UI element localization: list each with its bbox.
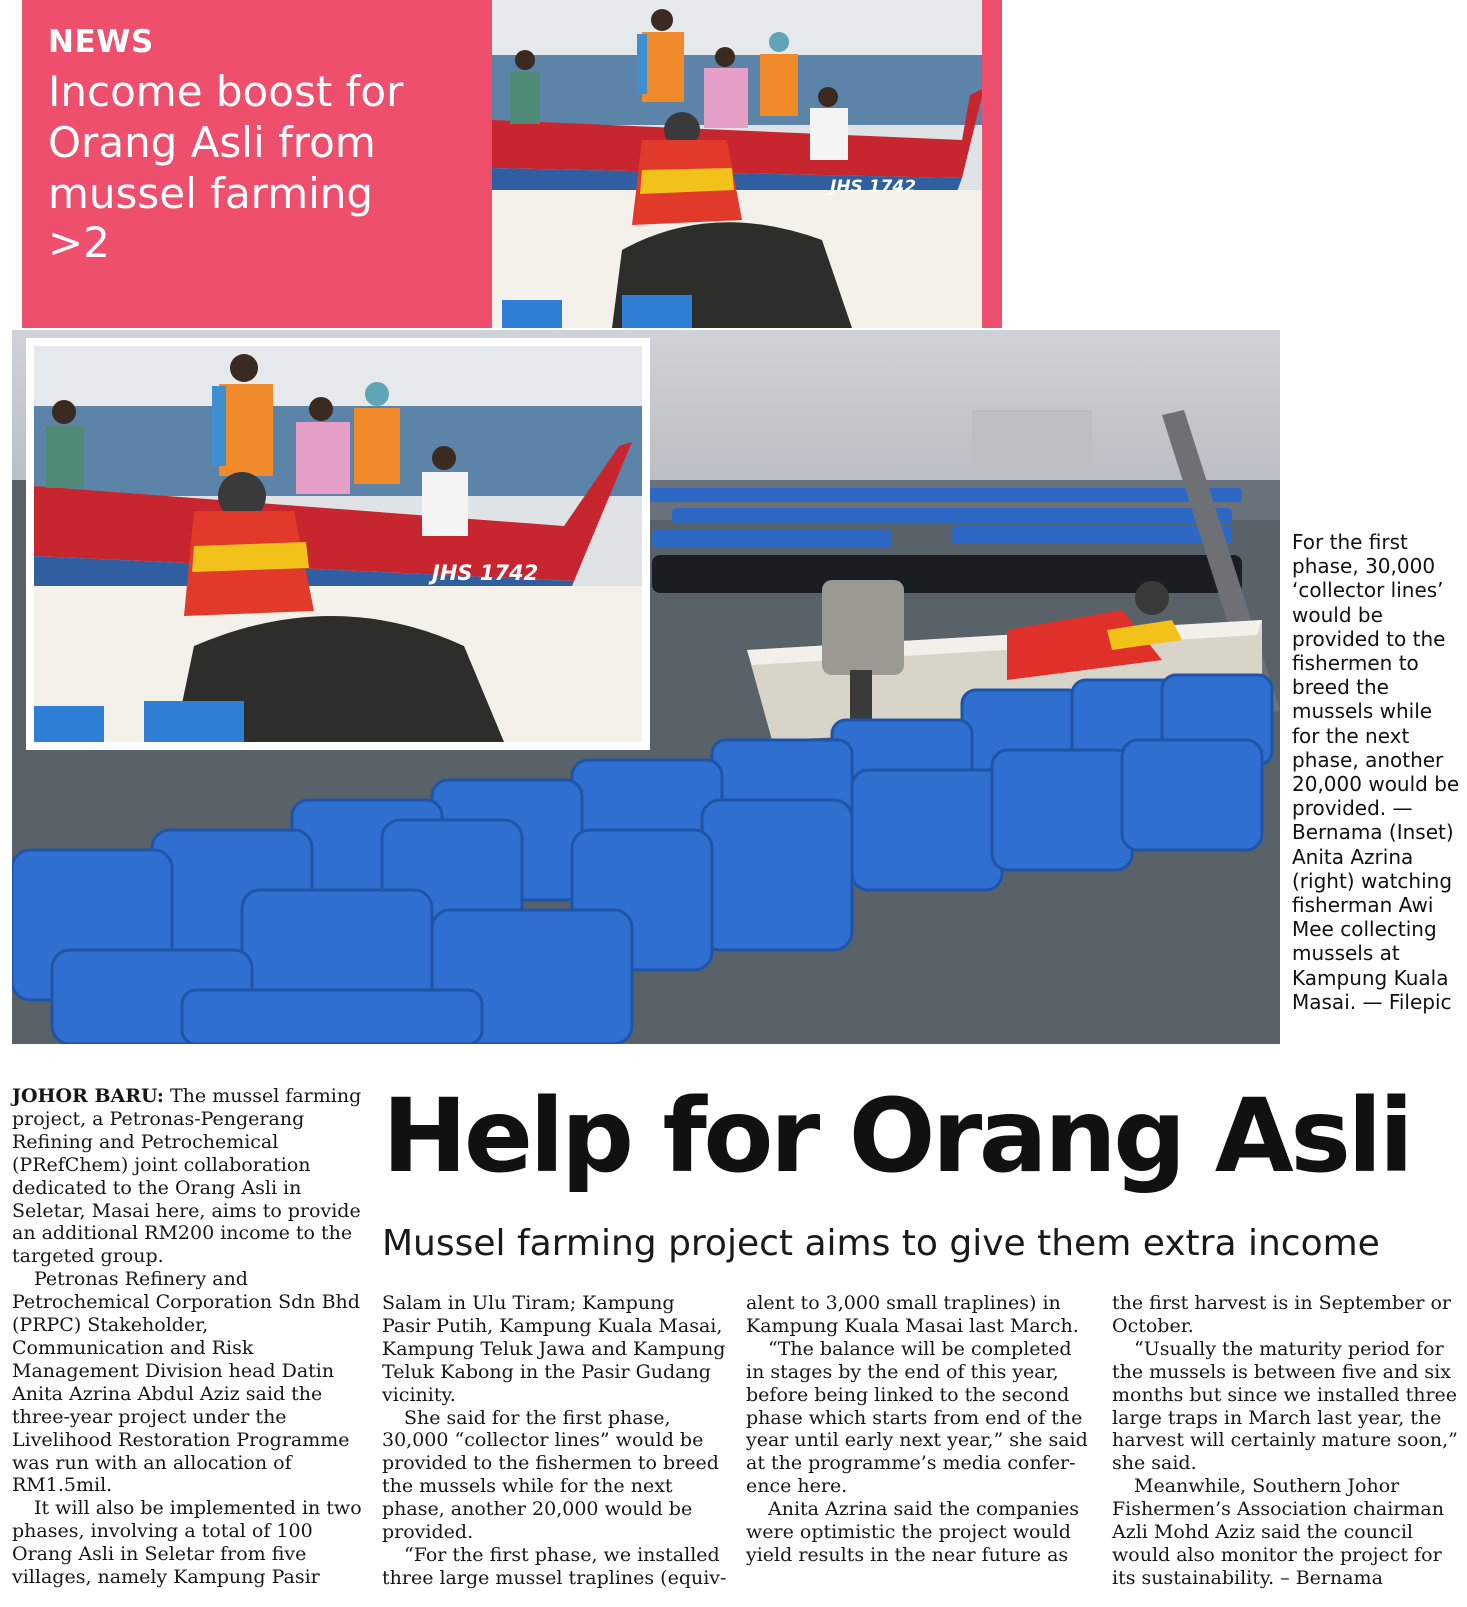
article-column-1 — [12, 1085, 362, 1589]
inset-boat-registration: JHS 1742 — [432, 561, 539, 585]
photo-caption: For the first phase, 30,000 ‘collector lines’ would be provided to the fishermen to breed the mussels while for the next phase, another 20,000 would be provided. — Bernama (Inset) Anita Azrina (right) watching fisherman Awi Mee collecting mussels at Kampung Kuala Masai. — Filepic — [1292, 530, 1460, 1014]
article-column-2 — [382, 1292, 728, 1590]
banner-photo-illustration — [492, 0, 982, 328]
article-paragraph-text: The mussel farming project, a Petronas-Pengerang Refining and Petrochemical (PRefChem) joint collaboration dedicated to the Orang Asli in Seletar, Masai here, aims to provide an additional RM200 income to the targeted group. — [12, 1085, 362, 1268]
article-paragraph: alent to 3,000 small traplines) in Kampung Kuala Masai last March. — [746, 1292, 1079, 1337]
inset-photo-illustration — [34, 346, 642, 742]
article-column-3 — [746, 1292, 1092, 1567]
article-paragraph: Salam in Ulu Tiram; Kampung Pasir Putih, Kampung Kuala Masai, Kampung Teluk Jawa and Kampung Teluk Kabong in the Pasir Gudang vicinity. — [382, 1292, 726, 1406]
article-paragraph: She said for the first phase, 30,000 “collector lines” would be provided to the fishermen to breed the mussels while for the next phase, another 20,000 would be provided. — [382, 1406, 719, 1544]
banner-kicker: NEWS — [48, 24, 154, 60]
article-paragraph: the first harvest is in September or October. — [1112, 1292, 1451, 1337]
inset-photo — [34, 346, 642, 742]
article-paragraph: Meanwhile, Southern Johor Fishermen’s Association chairman Azli Mohd Aziz said the council would also monitor the project for its sustainability. – Bernama — [1112, 1475, 1444, 1589]
article-paragraph: Petronas Refinery and Petrochemical Corporation Sdn Bhd (PRPC) Stakeholder, Communication and Risk Management Division head Datin Anita Azrina Abdul Aziz said the three-year project under the Livelihood Restoration Programme was run with an allocation of RM1.5mil. — [12, 1268, 360, 1497]
article-paragraph: “For the first phase, we installed three large mussel traplines (equiv- — [382, 1543, 727, 1589]
article-paragraph: It will also be implemented in two phases, involving a total of 100 Orang Asli in Seletar from five villages, namely Kampung Pasir — [12, 1497, 362, 1589]
banner-boat-registration: JHS 1742 — [830, 177, 917, 197]
page-subheadline: Mussel farming project aims to give them extra income — [382, 1223, 1380, 1264]
article-column-4 — [1112, 1292, 1462, 1590]
article-paragraph: Anita Azrina said the companies were optimistic the project would yield results in the near future as — [746, 1498, 1079, 1566]
article-dateline: JOHOR BARU: — [12, 1085, 164, 1107]
banner-page-reference: >2 — [48, 218, 110, 267]
news-promo-banner[interactable] — [22, 0, 1002, 328]
banner-text-block — [48, 24, 498, 267]
banner-headline: Income boost for Orang Asli from mussel farming — [48, 67, 404, 218]
banner-right-edge — [982, 0, 1002, 328]
article-paragraph: “Usually the maturity period for the mussels is between five and six months but since we installed three large traps in March last year, the harvest will certainly mature soon,” she said. — [1112, 1337, 1458, 1475]
article-paragraph: “The balance will be completed in stages by the end of this year, before being linked to the second phase which starts from end of the year until early next year,” she said at the programme’s media confer- ence here. — [746, 1337, 1088, 1498]
article-paragraph — [12, 1085, 362, 1268]
banner-photo — [492, 0, 982, 328]
page-headline: Help for Orang Asli — [382, 1077, 1411, 1196]
